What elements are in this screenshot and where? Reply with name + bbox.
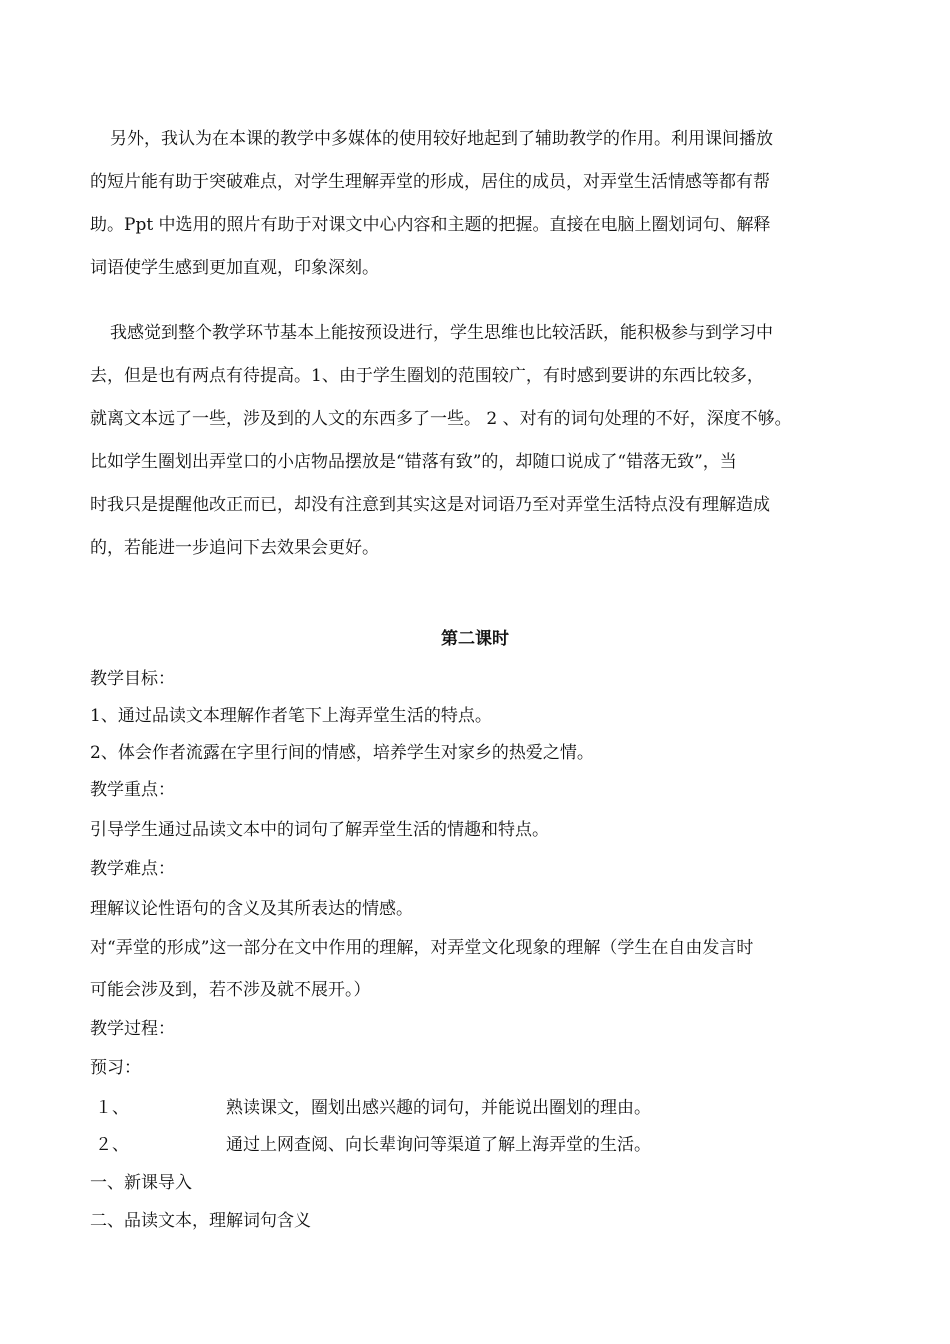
- paragraph2-line-5: 时我只是提醒他改正而已，却没有注意到其实这是对词语乃至对弄堂生活特点没有理解造成: [90, 495, 770, 515]
- paragraph2-line-3: 就离文本远了一些，涉及到的人文的东西多了一些。 2 、对有的词句处理的不好，深度不够。: [90, 409, 792, 429]
- focus-heading: 教学重点：: [90, 780, 175, 800]
- preview-heading: 预习：: [90, 1058, 141, 1078]
- paragraph1-line-3: 助。Ppt 中选用的照片有助于对课文中心内容和主题的把握。直接在电脑上圈划词句、解释: [90, 215, 771, 235]
- goal-item-2: 2、体会作者流露在字里行间的情感，培养学生对家乡的热爱之情。: [90, 743, 594, 763]
- difficulty-line-1: 理解议论性语句的含义及其所表达的情感。: [90, 899, 413, 919]
- step-new-lesson: 一、新课导入: [90, 1173, 192, 1193]
- step-close-reading: 二、品读文本，理解词句含义: [90, 1211, 311, 1231]
- focus-text: 引导学生通过品读文本中的词句了解弄堂生活的情趣和特点。: [90, 820, 549, 840]
- paragraph2-line-6: 的，若能进一步追问下去效果会更好。: [90, 538, 379, 558]
- paragraph1-line-4: 词语使学生感到更加直观，印象深刻。: [90, 258, 379, 278]
- paragraph2-line-1: 我感觉到整个教学环节基本上能按预设进行，学生思维也比较活跃，能积极参与到学习中: [110, 323, 773, 343]
- paragraph2-line-2: 去，但是也有两点有待提高。1、由于学生圈划的范围较广，有时感到要讲的东西比较多，: [90, 366, 764, 386]
- difficulty-heading: 教学难点：: [90, 859, 175, 879]
- paragraph1-line-1: 另外，我认为在本课的教学中多媒体的使用较好地起到了辅助教学的作用。利用课间播放: [110, 129, 773, 149]
- preview-item-number: ２、: [95, 1135, 129, 1155]
- section-title: 第二课时: [441, 629, 509, 649]
- difficulty-line-2: 对“弄堂的形成”这一部分在文中作用的理解，对弄堂文化现象的理解（学生在自由发言时: [90, 938, 754, 958]
- goals-heading: 教学目标：: [90, 669, 175, 689]
- difficulty-line-3: 可能会涉及到，若不涉及就不展开。）: [90, 980, 371, 1000]
- goal-item-1: 1、通过品读文本理解作者笔下上海弄堂生活的特点。: [90, 706, 492, 726]
- preview-item-text: 通过上网查阅、向长辈询问等渠道了解上海弄堂的生活。: [226, 1135, 651, 1155]
- paragraph1-line-2: 的短片能有助于突破难点，对学生理解弄堂的形成，居住的成员，对弄堂生活情感等都有帮: [90, 172, 770, 192]
- paragraph2-line-4: 比如学生圈划出弄堂口的小店物品摆放是“错落有致”的，却随口说成了“错落无致”，当: [90, 452, 737, 472]
- process-heading: 教学过程：: [90, 1019, 175, 1039]
- preview-item-text: 熟读课文，圈划出感兴趣的词句，并能说出圈划的理由。: [226, 1098, 651, 1118]
- preview-item-number: １、: [95, 1098, 129, 1118]
